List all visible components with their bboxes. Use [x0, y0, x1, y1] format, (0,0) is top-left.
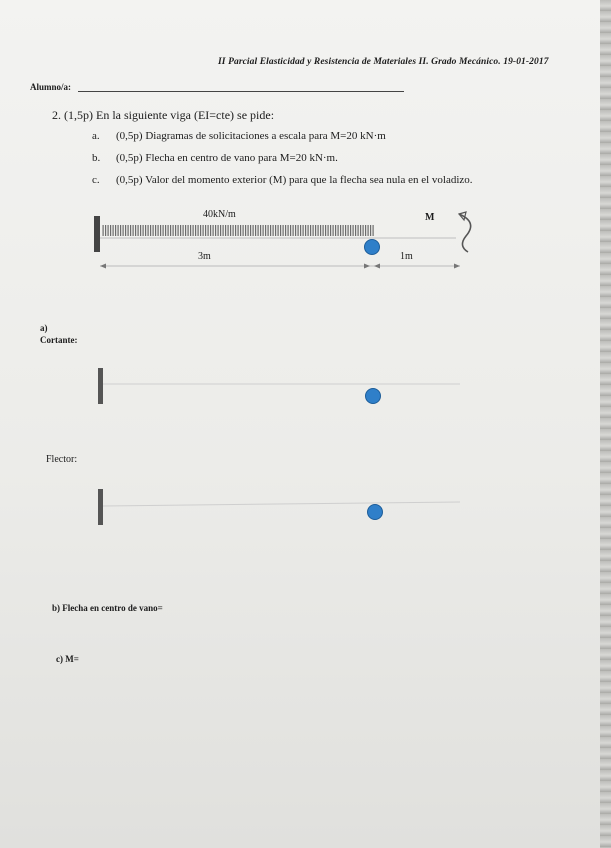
moment-arrow-icon: [459, 214, 471, 252]
distributed-load: [102, 225, 374, 236]
roller-support: [365, 240, 380, 255]
answer-b-label: b) Flecha en centro de vano=: [52, 603, 163, 613]
item-text: (0,5p) Diagramas de solicitaciones a escala para M=20 kN·m: [116, 130, 386, 142]
fixed-support: [94, 216, 100, 252]
answer-a-label: a): [40, 323, 48, 333]
moment-label: M: [425, 212, 435, 223]
item-letter: b.: [92, 152, 101, 164]
item-text: (0,5p) Flecha en centro de vano para M=20 kN·m.: [116, 152, 338, 164]
question-title: 2. (1,5p) En la siguiente viga (EI=cte) se pide:: [52, 108, 275, 122]
shear-roller: [366, 389, 381, 404]
moment-support: [98, 489, 103, 525]
bending-label: Flector:: [46, 454, 78, 465]
item-letter: c.: [92, 174, 100, 186]
shear-label: Cortante:: [40, 335, 78, 345]
item-letter: a.: [92, 130, 100, 142]
span-label: 3m: [198, 251, 211, 262]
moment-axis: [103, 502, 460, 506]
overhang-label: 1m: [400, 251, 413, 262]
item-text: (0,5p) Valor del momento exterior (M) para que la flecha sea nula en el voladizo.: [116, 174, 473, 186]
student-name-label: Alumno/a:: [30, 82, 72, 92]
exam-header: II Parcial Elasticidad y Resistencia de Materiales II. Grado Mecánico. 19-01-2017: [218, 57, 549, 67]
answer-c-label: c) M=: [56, 654, 79, 664]
shear-support: [98, 368, 103, 404]
load-label: 40kN/m: [203, 209, 236, 220]
moment-roller: [368, 505, 383, 520]
